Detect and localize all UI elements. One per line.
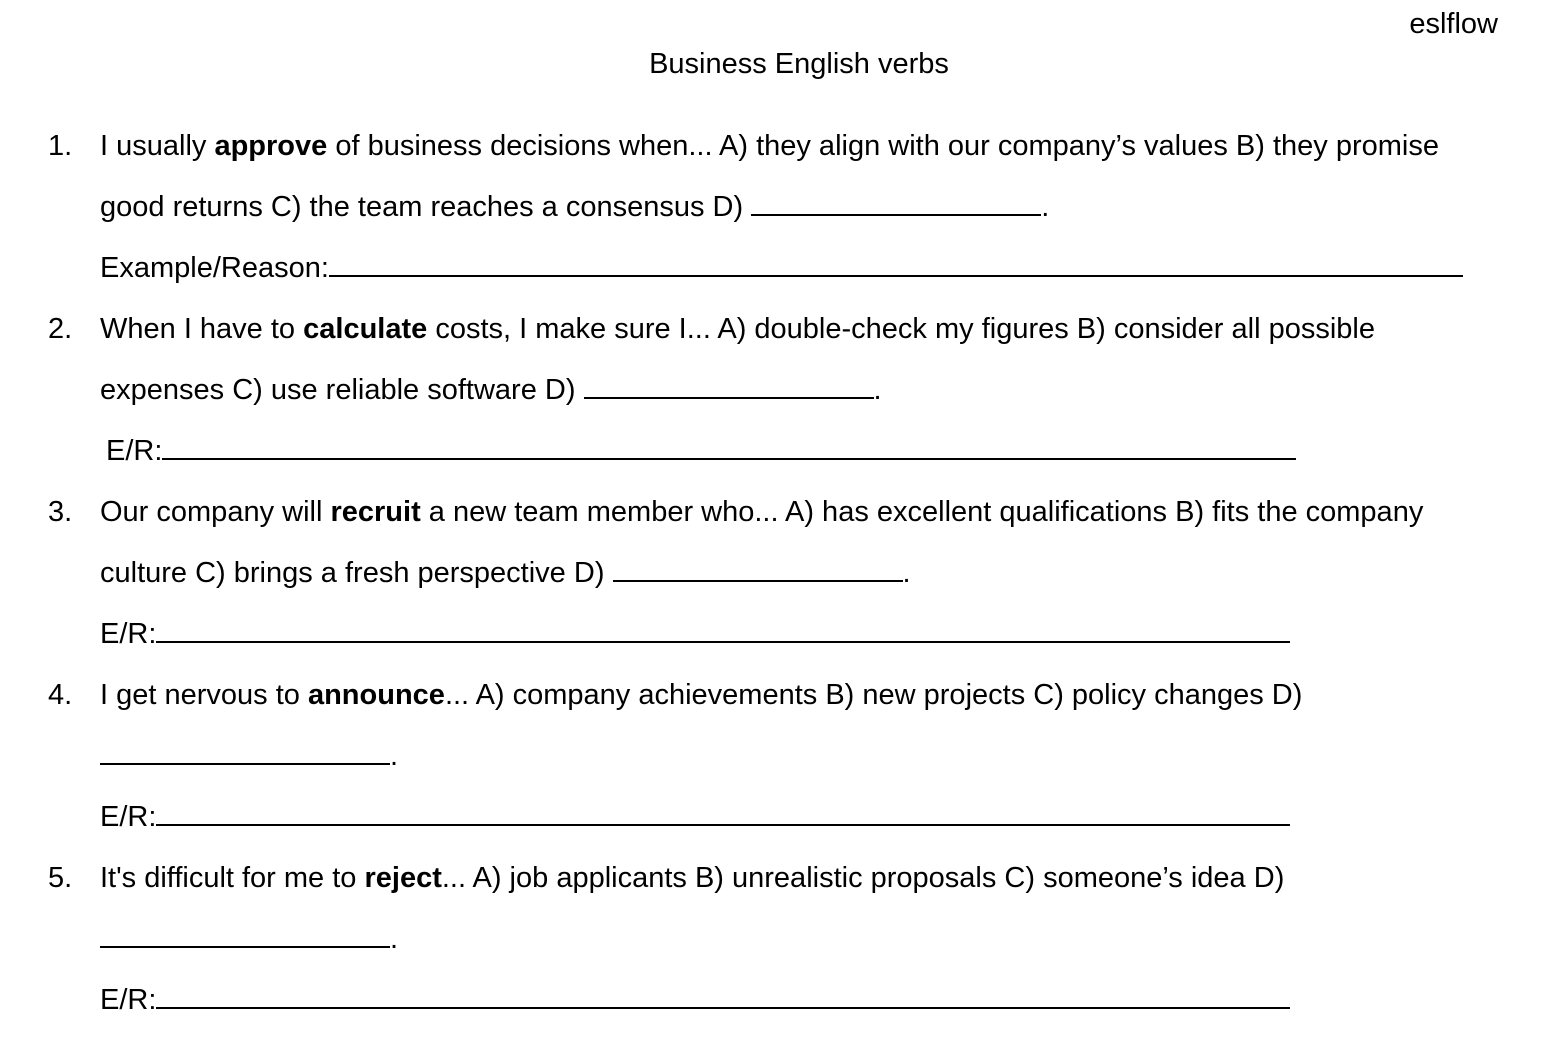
option-d-blank[interactable] xyxy=(100,737,390,765)
example-reason-blank[interactable] xyxy=(162,432,1296,460)
question-2 xyxy=(0,299,1564,482)
question-verb: calculate xyxy=(303,313,428,345)
question-end: . xyxy=(902,557,911,589)
example-reason-blank[interactable] xyxy=(156,615,1290,643)
question-text xyxy=(100,665,1470,787)
example-reason-label: Example/Reason: xyxy=(100,252,329,284)
example-reason-label: E/R: xyxy=(100,801,157,833)
example-reason-line xyxy=(100,970,1564,1031)
worksheet-title: Business English verbs xyxy=(649,48,949,80)
example-reason-label: E/R: xyxy=(106,435,163,467)
question-end: . xyxy=(873,374,882,406)
question-5 xyxy=(0,848,1564,1031)
option-d-blank[interactable] xyxy=(751,188,1041,216)
option-d-blank[interactable] xyxy=(613,554,903,582)
example-reason-line xyxy=(106,421,1564,482)
option-d-blank[interactable] xyxy=(584,371,874,399)
question-options: ... A) job applicants B) unrealistic proposals C) someone’s idea D) xyxy=(441,862,1285,894)
example-reason-blank[interactable] xyxy=(156,981,1290,1009)
example-reason-line xyxy=(100,238,1564,299)
question-end: . xyxy=(1041,191,1050,223)
question-3 xyxy=(0,482,1564,665)
example-reason-line xyxy=(100,787,1564,848)
example-reason-line xyxy=(100,604,1564,665)
example-reason-blank[interactable] xyxy=(329,249,1463,277)
question-prefix: When I have to xyxy=(100,313,304,345)
question-end: . xyxy=(390,740,399,772)
question-prefix: I get nervous to xyxy=(100,679,308,711)
question-prefix: It's difficult for me to xyxy=(100,862,365,894)
question-list xyxy=(0,116,1564,1031)
question-end: . xyxy=(390,923,399,955)
question-verb: reject xyxy=(364,862,442,894)
question-verb: recruit xyxy=(330,496,421,528)
question-number: 2. xyxy=(48,313,73,345)
question-verb: announce xyxy=(307,679,445,711)
question-options: of business decisions when... A) they align with our company’s values B) they promise good returns C) the team reaches a consensus D) xyxy=(100,130,1439,223)
question-number: 3. xyxy=(48,496,73,528)
question-options: a new team member who... A) has excellent qualifications B) fits the company culture C) brings a fresh perspective D) xyxy=(100,496,1424,589)
question-options: ... A) company achievements B) new projects C) policy changes D) xyxy=(444,679,1303,711)
question-1 xyxy=(0,116,1564,299)
question-text xyxy=(100,116,1470,238)
example-reason-blank[interactable] xyxy=(156,798,1290,826)
question-number: 5. xyxy=(48,862,73,894)
example-reason-label: E/R: xyxy=(100,984,157,1016)
question-text xyxy=(100,848,1470,970)
question-prefix: Our company will xyxy=(100,496,331,528)
question-number: 4. xyxy=(48,679,73,711)
question-4 xyxy=(0,665,1564,848)
option-d-blank[interactable] xyxy=(100,920,390,948)
question-text xyxy=(100,482,1470,604)
question-options: costs, I make sure I... A) double-check my figures B) consider all possible expenses C) use reliable software D) xyxy=(100,313,1375,406)
question-verb: approve xyxy=(214,130,328,162)
question-number: 1. xyxy=(48,130,73,162)
question-prefix: I usually xyxy=(100,130,215,162)
example-reason-label: E/R: xyxy=(100,618,157,650)
question-text xyxy=(100,299,1470,421)
brand-label: eslflow xyxy=(1409,8,1498,40)
